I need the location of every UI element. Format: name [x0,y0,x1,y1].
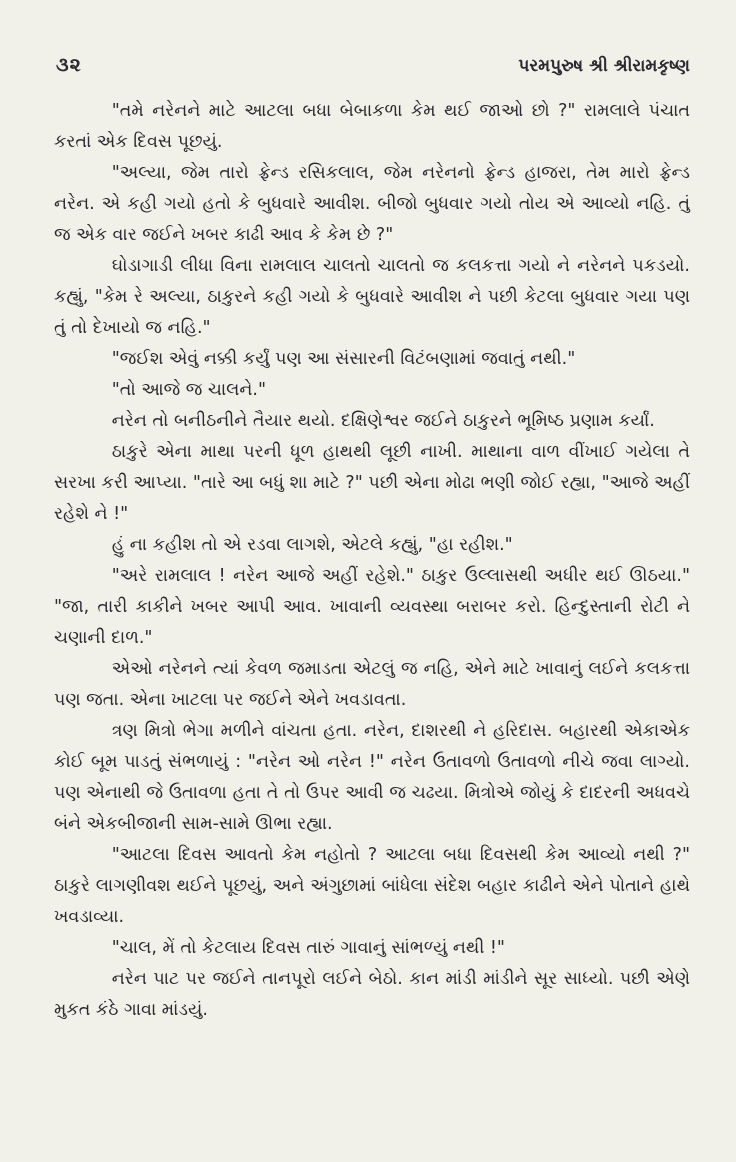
paragraph: નરેન પાટ પર જઈને તાનપૂરો લઈને બેઠો. કાન માંડી માંડીને સૂર સાધ્યો. પછી એણે મુકત કંઠે ગાવા માંડયું. [54,969,690,1020]
running-head: પરમપુરુષ શ્રી શ્રીરામકૃષ્ણ [518,56,690,76]
paragraph: ઘોડાગાડી લીધા વિના રામલાલ ચાલતો ચાલતો જ કલકત્તા ગયો ને નરેનને પકડયો. કહ્યું, "કેમ રે અલ્યા, ઠાકુરને કહી ગયો કે બુધવારે આવીશ ને પછી કેટલા બુધવાર ગયા પણ તું તો દેખાયો જ નહિ." [54,256,690,338]
paragraph: ત્રણ મિત્રો ભેગા મળીને વાંચતા હતા. નરેન, દાશરથી ને હરિદાસ. બહારથી એકાએક કોઈ બૂમ પાડતું સંભળાયું : "નરેન ઓ નરેન !" નરેન ઉતાવળો ઉતાવળો નીચે જવા લાગ્યો. પણ એનાથી જે ઉતાવળા હતા તે તો ઉપર આવી જ ચઢયા. મિત્રોએ જોયું કે દાદરની અધવચે બંને એકબીજાની સામ-સામે ઊભા રહ્યા. [54,721,690,834]
paragraph: "જઈશ એવું નક્કી કર્યું પણ આ સંસારની વિટંબણામાં જવાતું નથી." [111,349,576,369]
paragraph: "તમે નરેનને માટે આટલા બધા બેબાકળા કેમ થઈ જાઓ છો ?" રામલાલે પંચાત કરતાં એક દિવસ પૂછયું. [54,101,690,152]
page-header [56,54,690,76]
paragraph: હું ના કહીશ તો એ રડવા લાગશે, એટલે કહ્યું, "હા રહીશ." [111,535,513,555]
paragraph: એઓ નરેનને ત્યાં કેવળ જમાડતા એટલું જ નહિ, એને માટે ખાવાનું લઈને કલકત્તા પણ જતા. એના ખાટલા પર જઈને એને ખવડાવતા. [54,659,690,710]
paragraph: "તો આજે જ ચાલને." [111,380,267,400]
page-number: ૩૨ [56,54,82,76]
paragraph: નરેન તો બનીઠનીને તૈયાર થયો. દક્ષિણેશ્વર જઈને ઠાકુરને ભૂમિષ્ઠ પ્રણામ કર્યાં. [111,411,655,431]
paragraph: ઠાકુરે એના માથા પરની ધૂળ હાથથી લૂછી નાખી. માથાના વાળ વીંખાઈ ગયેલા તે સરખા કરી આપ્યા. "તારે આ બધું શા માટે ?" પછી એના મોઢા ભણી જોઈ રહ્યા, "આજે અહીં રહેશે ને !" [54,442,690,524]
body-text [54,96,690,1026]
paragraph: "ચાલ, મેં તો કેટલાય દિવસ તારું ગાવાનું સાંભળ્યું નથી !" [111,938,505,958]
paragraph: "અરે રામલાલ ! નરેન આજે અહીં રહેશે." ઠાકુર ઉલ્લાસથી અધીર થઈ ઊઠયા." "જા, તારી કાકીને ખબર આપી આવ. ખાવાની વ્યવસ્થા બરાબર કરો. હિન્દુસ્તાની રોટી ને ચણાની દાળ." [54,566,690,648]
paragraph: "આટલા દિવસ આવતો કેમ નહોતો ? આટલા બધા દિવસથી કેમ આવ્યો નથી ?" ઠાકુરે લાગણીવશ થઈને પૂછયું, અને અંગુછામાં બાંધેલા સંદેશ બહાર કાઢીને એને પોતાને હાથે ખવડાવ્યા. [54,845,690,927]
paragraph: "અલ્યા, જેમ તારો ફ્રેન્ડ રસિકલાલ, જેમ નરેનનો ફ્રેન્ડ હાજરા, તેમ મારો ફ્રેન્ડ નરેન. એ કહી ગયો હતો કે બુધવારે આવીશ. બીજો બુધવાર ગયો તોય એ આવ્યો નહિ. તું જ એક વાર જઈને ખબર કાઢી આવ કે કેમ છે ?" [54,163,690,245]
